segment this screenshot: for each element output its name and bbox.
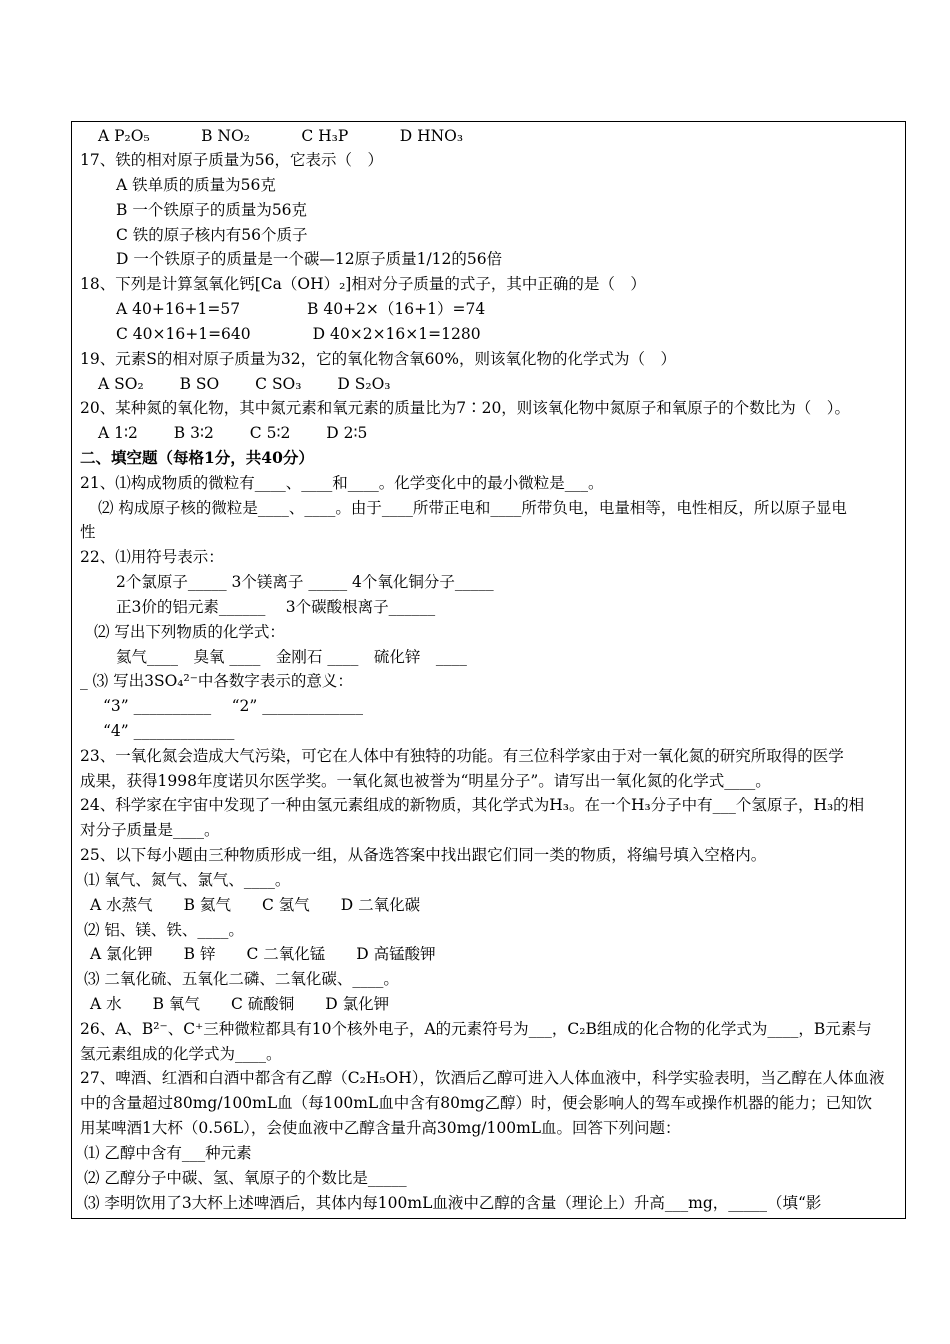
- q22-part2: ⑵ 写出下列物质的化学式：: [94, 623, 285, 641]
- q23-line1: 23、一氧化氮会造成大气污染，可它在人体中有独特的功能。有三位科学家由于对一氧化氮的研究所取得的医学: [80, 747, 844, 765]
- q20-options: A 1∶2 B 3∶2 C 5∶2 D 2∶5: [98, 424, 368, 442]
- q27-line1: 27、啤酒、红酒和白酒中都含有乙醇（C₂H₅OH），饮酒后乙醇可进入人体血液中，科学实验表明，当乙醇在人体血液: [80, 1069, 885, 1087]
- q17-option-d: D 一个铁原子的质量是一个碳—12原子质量1/12的56倍: [116, 250, 503, 268]
- q18-stem: 18、下列是计算氢氧化钙[Ca（OH）₂]相对分子质量的式子，其中正确的是（ ）: [80, 275, 646, 293]
- q26-line2: 氢元素组成的化学式为____。: [80, 1045, 282, 1063]
- q25-part1: ⑴ 氧气、氮气、氯气、____。: [84, 871, 291, 889]
- q20-stem: 20、某种氮的氧化物，其中氮元素和氧元素的质量比为7∶20，则该氧化物中氮原子和氧原子的个数比为（ ）。: [80, 399, 851, 417]
- q17-option-c: C 铁的原子核内有56个质子: [116, 226, 308, 244]
- q27-line3: 用某啤酒1大杯（0.56L），会使血液中乙醇含量升高30mg/100mL血。回答下列问题：: [80, 1119, 681, 1137]
- q22-meaning-row2: “4” _____________: [103, 722, 235, 740]
- q22-part1: 22、⑴用符号表示：: [80, 548, 224, 566]
- q19-options: A SO₂ B SO C SO₃ D S₂O₃: [98, 375, 391, 393]
- q23-line2: 成果，获得1998年度诺贝尔医学奖。一氧化氮也被誉为“明星分子”。请写出一氧化氮的化学式____。: [80, 772, 771, 790]
- q27-line2: 中的含量超过80mg/100mL血（每100mL血中含有80mg乙醇）时，便会影响人的驾车或操作机器的能力；已知饮: [80, 1094, 873, 1112]
- q27-part2: ⑵ 乙醇分子中碳、氢、氧原子的个数比是_____: [84, 1169, 407, 1187]
- q24-line2: 对分子质量是____。: [80, 821, 220, 839]
- q25-stem: 25、以下每小题由三种物质形成一组，从备选答案中找出跟它们同一类的物质，将编号填入空格内。: [80, 846, 767, 864]
- q26-line1: 26、A、B²⁻、C⁺三种微粒都具有10个核外电子，A的元素符号为___，C₂B组成的化合物的化学式为____，B元素与: [80, 1020, 872, 1038]
- q22-part3: _ ⑶ 写出3SO₄²⁻中各数字表示的意义：: [80, 672, 353, 690]
- q18-options-cd: C 40×16+1=640 D 40×2×16×1=1280: [116, 325, 481, 343]
- q21-part2: ⑵ 构成原子核的微粒是____、____。由于____所带正电和____所带负电，电量相等，电性相反，所以原子显电: [98, 499, 847, 517]
- q21-part1: 21、⑴构成物质的微粒有____、____和____。化学变化中的最小微粒是___。: [80, 474, 604, 492]
- q25-part2: ⑵ 铝、镁、铁、____。: [84, 921, 244, 939]
- q21-part2-cont: 性: [80, 523, 96, 541]
- q22-formulas: 氦气____ 臭氧 ____ 金刚石 ____ 硫化锌 ____: [116, 648, 467, 666]
- q17-option-a: A 铁单质的质量为56克: [116, 176, 276, 194]
- q22-symbols-row2: 正3价的铝元素______ 3个碳酸根离子______: [116, 598, 436, 616]
- q22-meaning-row1: “3” __________ “2” _____________: [103, 697, 363, 715]
- q17-stem: 17、铁的相对原子质量为56，它表示（ ）: [80, 151, 383, 169]
- q24-line1: 24、科学家在宇宙中发现了一种由氢元素组成的新物质，其化学式为H₃。在一个H₃分子中有___个氢原子，H₃的相: [80, 796, 865, 814]
- q25-part3: ⑶ 二氧化硫、五氧化二磷、二氧化碳、____。: [84, 970, 399, 988]
- q25-part2-options: A 氯化钾 B 锌 C 二氧化锰 D 高锰酸钾: [90, 945, 436, 963]
- q19-stem: 19、元素S的相对原子质量为32，它的氧化物含氧60%，则该氧化物的化学式为（ ）: [80, 350, 677, 368]
- q27-part1: ⑴ 乙醇中含有___种元素: [84, 1144, 252, 1162]
- q18-options-ab: A 40+16+1=57 B 40+2×（16+1）=74: [116, 300, 486, 318]
- section-heading: 二、填空题（每格1分，共40分）: [80, 448, 314, 467]
- q25-part1-options: A 水蒸气 B 氦气 C 氢气 D 二氧化碳: [90, 896, 421, 914]
- q25-part3-options: A 水 B 氧气 C 硫酸铜 D 氯化钾: [90, 995, 390, 1013]
- q17-option-b: B 一个铁原子的质量为56克: [116, 201, 308, 219]
- q16-options: A P₂O₅ B NO₂ C H₃P D HNO₃: [98, 127, 464, 145]
- q27-part3: ⑶ 李明饮用了3大杯上述啤酒后，其体内每100mL血液中乙醇的含量（理论上）升高___mg，_____（填“影: [84, 1194, 822, 1212]
- q22-symbols-row1: 2个氯原子_____ 3个镁离子 _____ 4个氧化铜分子_____: [116, 573, 494, 591]
